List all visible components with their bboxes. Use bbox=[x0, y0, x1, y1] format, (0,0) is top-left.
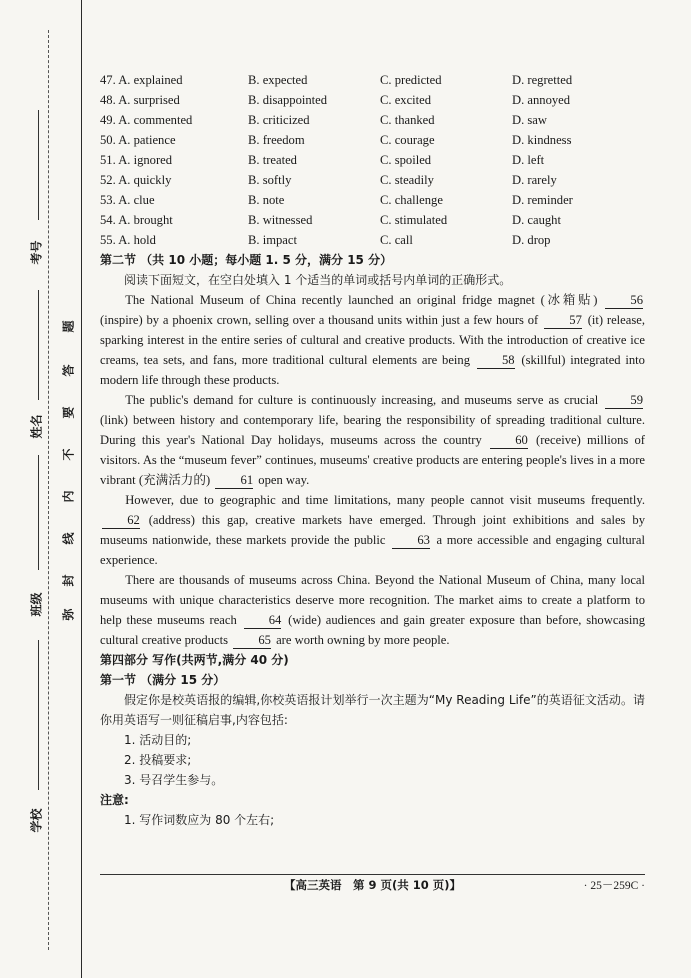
choice-row bbox=[100, 170, 645, 190]
option-c: C. challenge bbox=[380, 193, 443, 207]
option-c: C. thanked bbox=[380, 113, 435, 127]
page-footer bbox=[100, 874, 645, 893]
option-d: D. annoyed bbox=[512, 93, 571, 107]
option-a: 49. A. commented bbox=[100, 113, 193, 127]
seal-char: 不 bbox=[61, 448, 76, 461]
note-1: 1. 写作词数应为 80 个左右; bbox=[124, 813, 275, 827]
choice-row bbox=[100, 230, 645, 250]
option-a: 48. A. surprised bbox=[100, 93, 180, 107]
choice-table bbox=[100, 70, 645, 250]
option-c: C. steadily bbox=[380, 173, 434, 187]
option-b: B. softly bbox=[248, 173, 292, 187]
option-b: B. criticized bbox=[248, 113, 310, 127]
option-a: 55. A. hold bbox=[100, 233, 156, 247]
option-c: C. courage bbox=[380, 133, 435, 147]
text: a more accessible and engaging cultural experience. bbox=[100, 533, 645, 567]
blank-56[interactable]: 56 bbox=[605, 293, 643, 309]
part4-section1-title: 第一节 （满分 15 分） bbox=[100, 673, 226, 687]
text: (receive) millions of visitors. As the “museum fever” continues, museums' creative products are entering people's lives in a more vibrant (充满活力的) bbox=[100, 433, 646, 487]
text: There are thousands of museums across China. Beyond the National Museum of China, many local museums with unique characteristics deserve more recognition. The market aims to create a platform to help these museums reach bbox=[100, 573, 645, 627]
exam-number-blank bbox=[38, 110, 39, 220]
option-d: D. drop bbox=[512, 233, 551, 247]
name-label: 姓名 bbox=[29, 414, 44, 439]
option-b: B. impact bbox=[248, 233, 297, 247]
option-b: B. treated bbox=[248, 153, 297, 167]
option-c: C. stimulated bbox=[380, 213, 448, 227]
name-blank bbox=[38, 290, 39, 400]
option-b: B. expected bbox=[248, 73, 308, 87]
option-a: 50. A. patience bbox=[100, 133, 176, 147]
text: are worth owning by more people. bbox=[276, 633, 450, 647]
seal-char: 线 bbox=[61, 532, 76, 545]
option-c: C. excited bbox=[380, 93, 432, 107]
footer-page-info: 【高三英语 第 9 页(共 10 页)】 bbox=[283, 878, 462, 892]
option-b: B. witnessed bbox=[248, 213, 313, 227]
text: The public's demand for culture is continuously increasing, and museums serve as crucial bbox=[125, 393, 599, 407]
choice-row bbox=[100, 190, 645, 210]
option-c: C. predicted bbox=[380, 73, 442, 87]
option-a: 47. A. explained bbox=[100, 73, 183, 87]
option-c: C. call bbox=[380, 233, 413, 247]
class-blank bbox=[38, 455, 39, 570]
option-d: D. left bbox=[512, 153, 545, 167]
passage-paragraph-2 bbox=[100, 390, 645, 490]
blank-61[interactable]: 61 bbox=[215, 473, 253, 489]
section2-instruction: 阅读下面短文，在空白处填入 1 个适当的单词或括号内单词的正确形式。 bbox=[124, 273, 512, 287]
footer-code: · 25－259C · bbox=[583, 880, 645, 892]
option-b: B. freedom bbox=[248, 133, 305, 147]
option-d: D. rarely bbox=[512, 173, 557, 187]
text: (it) release, sparking interest in the entire series of cultural and creative products. With the introduction of creative ice creams, tea sets, and fans, more traditional cultural elements are being bbox=[100, 313, 645, 367]
seal-char: 题 bbox=[61, 320, 76, 333]
text: (address) this gap, creative markets have emerged. Through joint exhibitions and sales by museums nationwide, these markets provide the public bbox=[100, 513, 645, 547]
text: (wide) audiences and gain greater exposure than before, showcasing cultural creative products bbox=[100, 613, 645, 647]
text: However, due to geographic and time limitations, many people cannot visit museums frequently. bbox=[125, 493, 645, 507]
section2-title: 第二节 （共 10 小题；每小题 1. 5 分，满分 15 分） bbox=[100, 253, 393, 267]
text: open way. bbox=[258, 473, 310, 487]
choice-row bbox=[100, 110, 645, 130]
school-blank bbox=[38, 640, 39, 790]
page-content bbox=[100, 70, 645, 830]
exam-number-label: 考号 bbox=[29, 240, 44, 265]
passage-paragraph-4 bbox=[100, 570, 645, 650]
option-b: B. note bbox=[248, 193, 285, 207]
choice-row bbox=[100, 150, 645, 170]
school-label: 学校 bbox=[29, 808, 44, 833]
option-a: 52. A. quickly bbox=[100, 173, 172, 187]
option-d: D. kindness bbox=[512, 133, 572, 147]
seal-char: 内 bbox=[61, 490, 76, 503]
prompt-item-3: 3. 号召学生参与。 bbox=[124, 773, 224, 787]
binding-dash-line bbox=[48, 30, 49, 950]
prompt-item-1: 1. 活动目的; bbox=[124, 733, 192, 747]
seal-char: 答 bbox=[61, 364, 76, 377]
choice-row bbox=[100, 210, 645, 230]
choice-row bbox=[100, 90, 645, 110]
seal-char: 弥 bbox=[61, 608, 76, 621]
text: (skillful) integrated into modern life through these products. bbox=[100, 353, 645, 387]
text: The National Museum of China recently launched an original fridge magnet (冰箱贴) bbox=[125, 293, 598, 307]
blank-62[interactable]: 62 bbox=[102, 513, 140, 529]
text: (link) between history and contemporary life, bearing the responsibility of spreading traditional culture. During this year's National Day holidays, museums across the country bbox=[100, 413, 645, 447]
part4-title: 第四部分 写作(共两节,满分 40 分) bbox=[100, 653, 289, 667]
choice-row bbox=[100, 70, 645, 90]
option-c: C. spoiled bbox=[380, 153, 432, 167]
option-d: D. regretted bbox=[512, 73, 573, 87]
choice-row bbox=[100, 130, 645, 150]
writing-prompt: 假定你是校英语报的编辑,你校英语报计划举行一次主题为“My Reading Life”的英语征文活动。请你用英语写一则征稿启事,内容包括: bbox=[100, 693, 645, 727]
blank-64[interactable]: 64 bbox=[244, 613, 282, 629]
option-d: D. saw bbox=[512, 113, 547, 127]
passage-paragraph-1 bbox=[100, 290, 645, 390]
blank-57[interactable]: 57 bbox=[544, 313, 582, 329]
option-a: 51. A. ignored bbox=[100, 153, 173, 167]
prompt-item-2: 2. 投稿要求; bbox=[124, 753, 192, 767]
option-a: 53. A. clue bbox=[100, 193, 155, 207]
margin-rule bbox=[81, 0, 82, 978]
option-a: 54. A. brought bbox=[100, 213, 173, 227]
blank-60[interactable]: 60 bbox=[490, 433, 528, 449]
note-label: 注意: bbox=[100, 793, 129, 807]
class-label: 班级 bbox=[29, 592, 44, 617]
option-d: D. caught bbox=[512, 213, 561, 227]
blank-58[interactable]: 58 bbox=[477, 353, 515, 369]
text: (inspire) by a phoenix crown, selling over a thousand units within just a few hours of bbox=[100, 313, 539, 327]
blank-65[interactable]: 65 bbox=[233, 633, 271, 649]
blank-59[interactable]: 59 bbox=[605, 393, 643, 409]
passage-paragraph-3 bbox=[100, 490, 645, 570]
blank-63[interactable]: 63 bbox=[392, 533, 430, 549]
seal-char: 封 bbox=[61, 574, 76, 587]
option-d: D. reminder bbox=[512, 193, 573, 207]
option-b: B. disappointed bbox=[248, 93, 328, 107]
seal-char: 要 bbox=[61, 406, 76, 419]
